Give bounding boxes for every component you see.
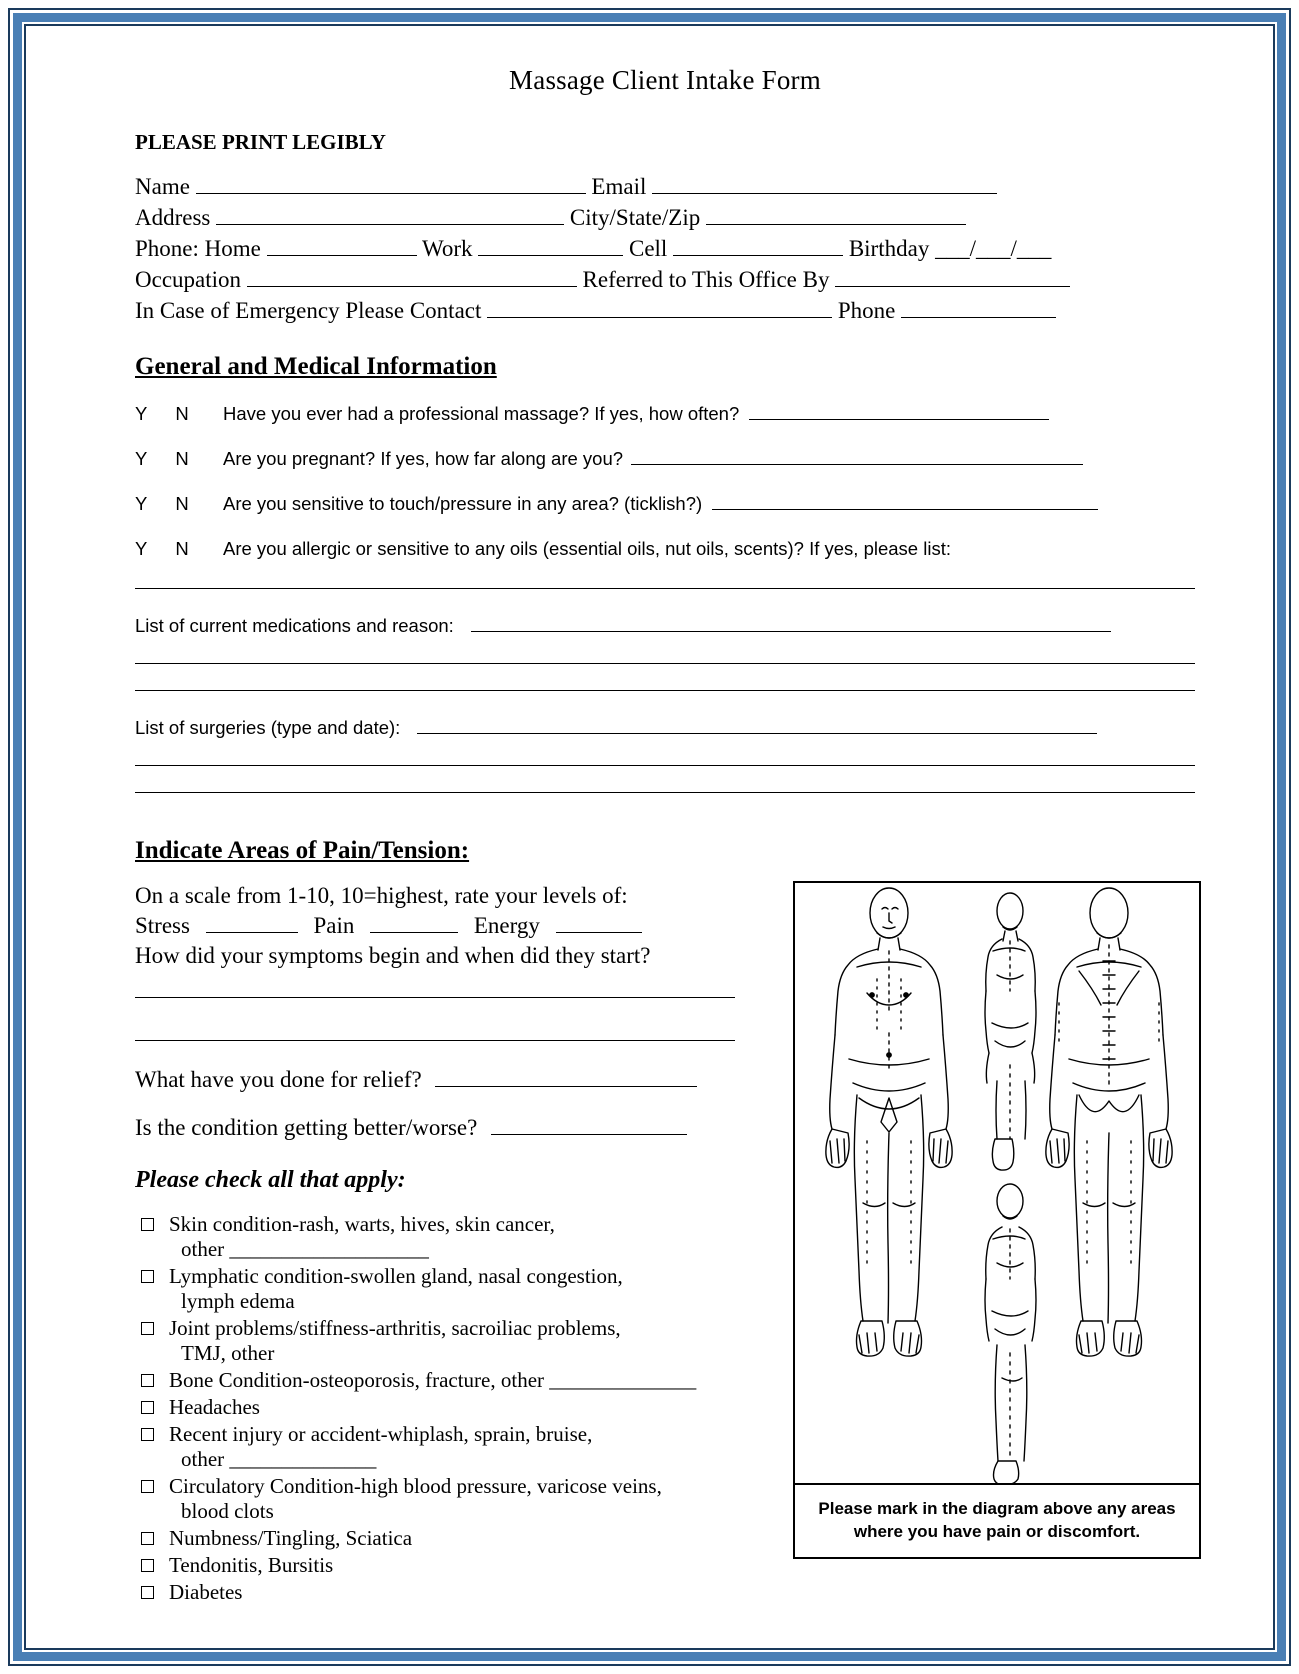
city-state-zip-label: City/State/Zip bbox=[569, 205, 701, 230]
figure-back bbox=[1046, 888, 1172, 1356]
form-content bbox=[135, 65, 1195, 1607]
checkbox-icon[interactable] bbox=[141, 1559, 154, 1572]
referred-input[interactable] bbox=[835, 264, 1070, 287]
list-item[interactable] bbox=[135, 1422, 775, 1472]
checkbox-icon[interactable] bbox=[141, 1270, 154, 1283]
name-label: Name bbox=[135, 174, 190, 199]
checklist-heading: Please check all that apply: bbox=[135, 1167, 406, 1193]
scale-ratings-row bbox=[135, 911, 775, 941]
yes-no-toggle[interactable] bbox=[135, 448, 223, 470]
medications-row bbox=[135, 615, 1195, 637]
form-sheet bbox=[30, 30, 1269, 1644]
allergy-list-input[interactable] bbox=[135, 588, 1195, 589]
yes-option[interactable]: Y bbox=[135, 448, 148, 469]
scale-intro: On a scale from 1-10, 10=highest, rate your levels of: bbox=[135, 883, 628, 908]
surgeries-input-line-1[interactable] bbox=[417, 718, 1097, 734]
stress-input[interactable] bbox=[206, 917, 298, 933]
list-item[interactable] bbox=[135, 1580, 775, 1605]
energy-input[interactable] bbox=[556, 917, 642, 933]
pain-right-column bbox=[775, 881, 1201, 1607]
body-diagram-front-side-back-icon[interactable] bbox=[795, 883, 1199, 1483]
checklist-item-text: Recent injury or accident-whiplash, sprain, bruise, bbox=[169, 1422, 593, 1446]
list-item[interactable] bbox=[135, 1474, 775, 1524]
surgeries-row bbox=[135, 717, 1195, 739]
emergency-phone-input[interactable] bbox=[901, 295, 1056, 318]
surgeries-input-line-2[interactable] bbox=[135, 765, 1195, 766]
list-item[interactable] bbox=[135, 1264, 775, 1314]
body-diagram-svg[interactable] bbox=[795, 883, 1199, 1483]
pregnancy-duration-input[interactable] bbox=[631, 449, 1083, 465]
list-item[interactable] bbox=[135, 1553, 775, 1578]
figure-side-top bbox=[985, 893, 1036, 1170]
figure-side-bottom bbox=[985, 1184, 1036, 1483]
question-row-pregnant bbox=[135, 448, 1195, 470]
checklist-item-text: Lymphatic condition-swollen gland, nasal congestion, bbox=[169, 1264, 623, 1288]
name-input[interactable] bbox=[196, 171, 586, 194]
relief-row bbox=[135, 1067, 775, 1093]
checklist-item-continuation: blood clots bbox=[181, 1499, 274, 1523]
occupation-label: Occupation bbox=[135, 267, 242, 292]
phone-cell-input[interactable] bbox=[673, 233, 843, 256]
address-input[interactable] bbox=[216, 202, 564, 225]
phone-row bbox=[135, 233, 1195, 263]
checklist-item-text: Diabetes bbox=[169, 1580, 243, 1604]
checklist-item-text: Bone Condition-osteoporosis, fracture, other ______________ bbox=[169, 1368, 697, 1392]
checklist-item-text: Skin condition-rash, warts, hives, skin cancer, bbox=[169, 1212, 555, 1236]
checklist-item-continuation[interactable]: other ___________________ bbox=[181, 1237, 429, 1261]
checklist-item-continuation: lymph edema bbox=[181, 1289, 295, 1313]
question-text: Are you allergic or sensitive to any oils (essential oils, nut oils, scents)? If yes, please list: bbox=[223, 538, 951, 559]
sensitivity-input[interactable] bbox=[712, 494, 1098, 510]
checkbox-icon[interactable] bbox=[141, 1374, 154, 1387]
yes-option[interactable]: Y bbox=[135, 403, 148, 424]
name-email-row bbox=[135, 171, 1195, 201]
referred-label: Referred to This Office By bbox=[582, 267, 830, 292]
list-item[interactable] bbox=[135, 1526, 775, 1551]
occupation-input[interactable] bbox=[247, 264, 577, 287]
yes-no-toggle[interactable] bbox=[135, 493, 223, 515]
diagram-caption: Please mark in the diagram above any areas where you have pain or discomfort. bbox=[795, 1483, 1199, 1557]
checklist-item-text: Headaches bbox=[169, 1395, 260, 1419]
checklist-item-text: Joint problems/stiffness-arthritis, sacroiliac problems, bbox=[169, 1316, 621, 1340]
checklist-item-text: Circulatory Condition-high blood pressure, varicose veins, bbox=[169, 1474, 662, 1498]
massage-frequency-input[interactable] bbox=[749, 404, 1049, 420]
no-option[interactable]: N bbox=[175, 448, 189, 469]
checkbox-icon[interactable] bbox=[141, 1532, 154, 1545]
yes-no-toggle[interactable] bbox=[135, 538, 223, 560]
relief-question: What have you done for relief? bbox=[135, 1067, 422, 1092]
body-diagram-box[interactable] bbox=[793, 881, 1201, 1559]
emergency-phone-label: Phone bbox=[837, 298, 896, 323]
checkbox-icon[interactable] bbox=[141, 1401, 154, 1414]
address-label: Address bbox=[135, 205, 211, 230]
birthday-label: Birthday bbox=[848, 236, 930, 261]
checkbox-icon[interactable] bbox=[141, 1586, 154, 1599]
figure-front bbox=[826, 888, 952, 1356]
birthday-input[interactable]: ___/___/___ bbox=[935, 236, 1052, 261]
section-heading-pain: Indicate Areas of Pain/Tension: bbox=[135, 837, 470, 864]
yes-option[interactable]: Y bbox=[135, 493, 148, 514]
medications-label: List of current medications and reason: bbox=[135, 615, 454, 636]
checkbox-icon[interactable] bbox=[141, 1480, 154, 1493]
surgeries-input-line-3[interactable] bbox=[135, 792, 1195, 793]
pain-left-column bbox=[135, 881, 775, 1607]
relief-input[interactable] bbox=[435, 1071, 697, 1087]
symptoms-question: How did your symptoms begin and when did they start? bbox=[135, 943, 651, 968]
page-title: Massage Client Intake Form bbox=[509, 65, 821, 95]
phone-work-input[interactable] bbox=[478, 233, 623, 256]
cell-label: Cell bbox=[628, 236, 668, 261]
medical-questions bbox=[135, 403, 1195, 793]
list-item[interactable] bbox=[135, 1395, 775, 1420]
question-text: Have you ever had a professional massage? If yes, how often? bbox=[223, 403, 740, 424]
medications-input-line-1[interactable] bbox=[471, 616, 1111, 632]
condition-checklist bbox=[135, 1212, 775, 1605]
checklist-item-continuation[interactable]: other ______________ bbox=[181, 1447, 377, 1471]
checkbox-icon[interactable] bbox=[141, 1322, 154, 1335]
condition-input[interactable] bbox=[491, 1119, 687, 1135]
checklist-item-continuation: TMJ, other bbox=[181, 1341, 275, 1365]
condition-question: Is the condition getting better/worse? bbox=[135, 1115, 478, 1140]
phone-home-input[interactable] bbox=[267, 233, 417, 256]
checklist-item-text: Tendonitis, Bursitis bbox=[169, 1553, 334, 1577]
yes-option[interactable]: Y bbox=[135, 538, 148, 559]
address-row bbox=[135, 202, 1195, 232]
medications-input-line-2[interactable] bbox=[135, 663, 1195, 664]
section-heading-medical: General and Medical Information bbox=[135, 353, 497, 380]
list-item[interactable] bbox=[135, 1368, 775, 1393]
yes-no-toggle[interactable] bbox=[135, 403, 223, 425]
question-text: Are you pregnant? If yes, how far along are you? bbox=[223, 448, 624, 469]
list-item[interactable] bbox=[135, 1212, 775, 1262]
checklist-item-text: Numbness/Tingling, Sciatica bbox=[169, 1526, 413, 1550]
symptoms-input-line-2[interactable] bbox=[135, 1040, 735, 1041]
no-option[interactable]: N bbox=[175, 403, 189, 424]
checkbox-icon[interactable] bbox=[141, 1428, 154, 1441]
phone-home-label: Phone: Home bbox=[135, 236, 261, 261]
pain-input[interactable] bbox=[370, 917, 458, 933]
question-row-sensitive-touch bbox=[135, 493, 1195, 515]
work-label: Work bbox=[421, 236, 473, 261]
energy-label: Energy bbox=[473, 913, 540, 938]
print-legibly-notice: PLEASE PRINT LEGIBLY bbox=[135, 130, 386, 154]
stress-label: Stress bbox=[135, 913, 190, 938]
surgeries-label: List of surgeries (type and date): bbox=[135, 717, 401, 738]
emergency-label: In Case of Emergency Please Contact bbox=[135, 298, 482, 323]
question-row-massage-history bbox=[135, 403, 1195, 425]
question-row-allergies bbox=[135, 538, 1195, 560]
emergency-row bbox=[135, 295, 1195, 325]
checkbox-icon[interactable] bbox=[141, 1218, 154, 1231]
pain-label: Pain bbox=[313, 913, 355, 938]
emergency-contact-input[interactable] bbox=[487, 295, 832, 318]
no-option[interactable]: N bbox=[175, 538, 189, 559]
condition-row bbox=[135, 1115, 775, 1141]
occupation-row bbox=[135, 264, 1195, 294]
identity-block bbox=[135, 171, 1195, 325]
medications-input-line-3[interactable] bbox=[135, 690, 1195, 691]
question-text: Are you sensitive to touch/pressure in any area? (ticklish?) bbox=[223, 493, 703, 514]
pain-section-columns bbox=[135, 881, 1195, 1607]
no-option[interactable]: N bbox=[175, 493, 189, 514]
email-label: Email bbox=[591, 174, 647, 199]
city-state-zip-input[interactable] bbox=[706, 202, 966, 225]
email-input[interactable] bbox=[652, 171, 997, 194]
list-item[interactable] bbox=[135, 1316, 775, 1366]
